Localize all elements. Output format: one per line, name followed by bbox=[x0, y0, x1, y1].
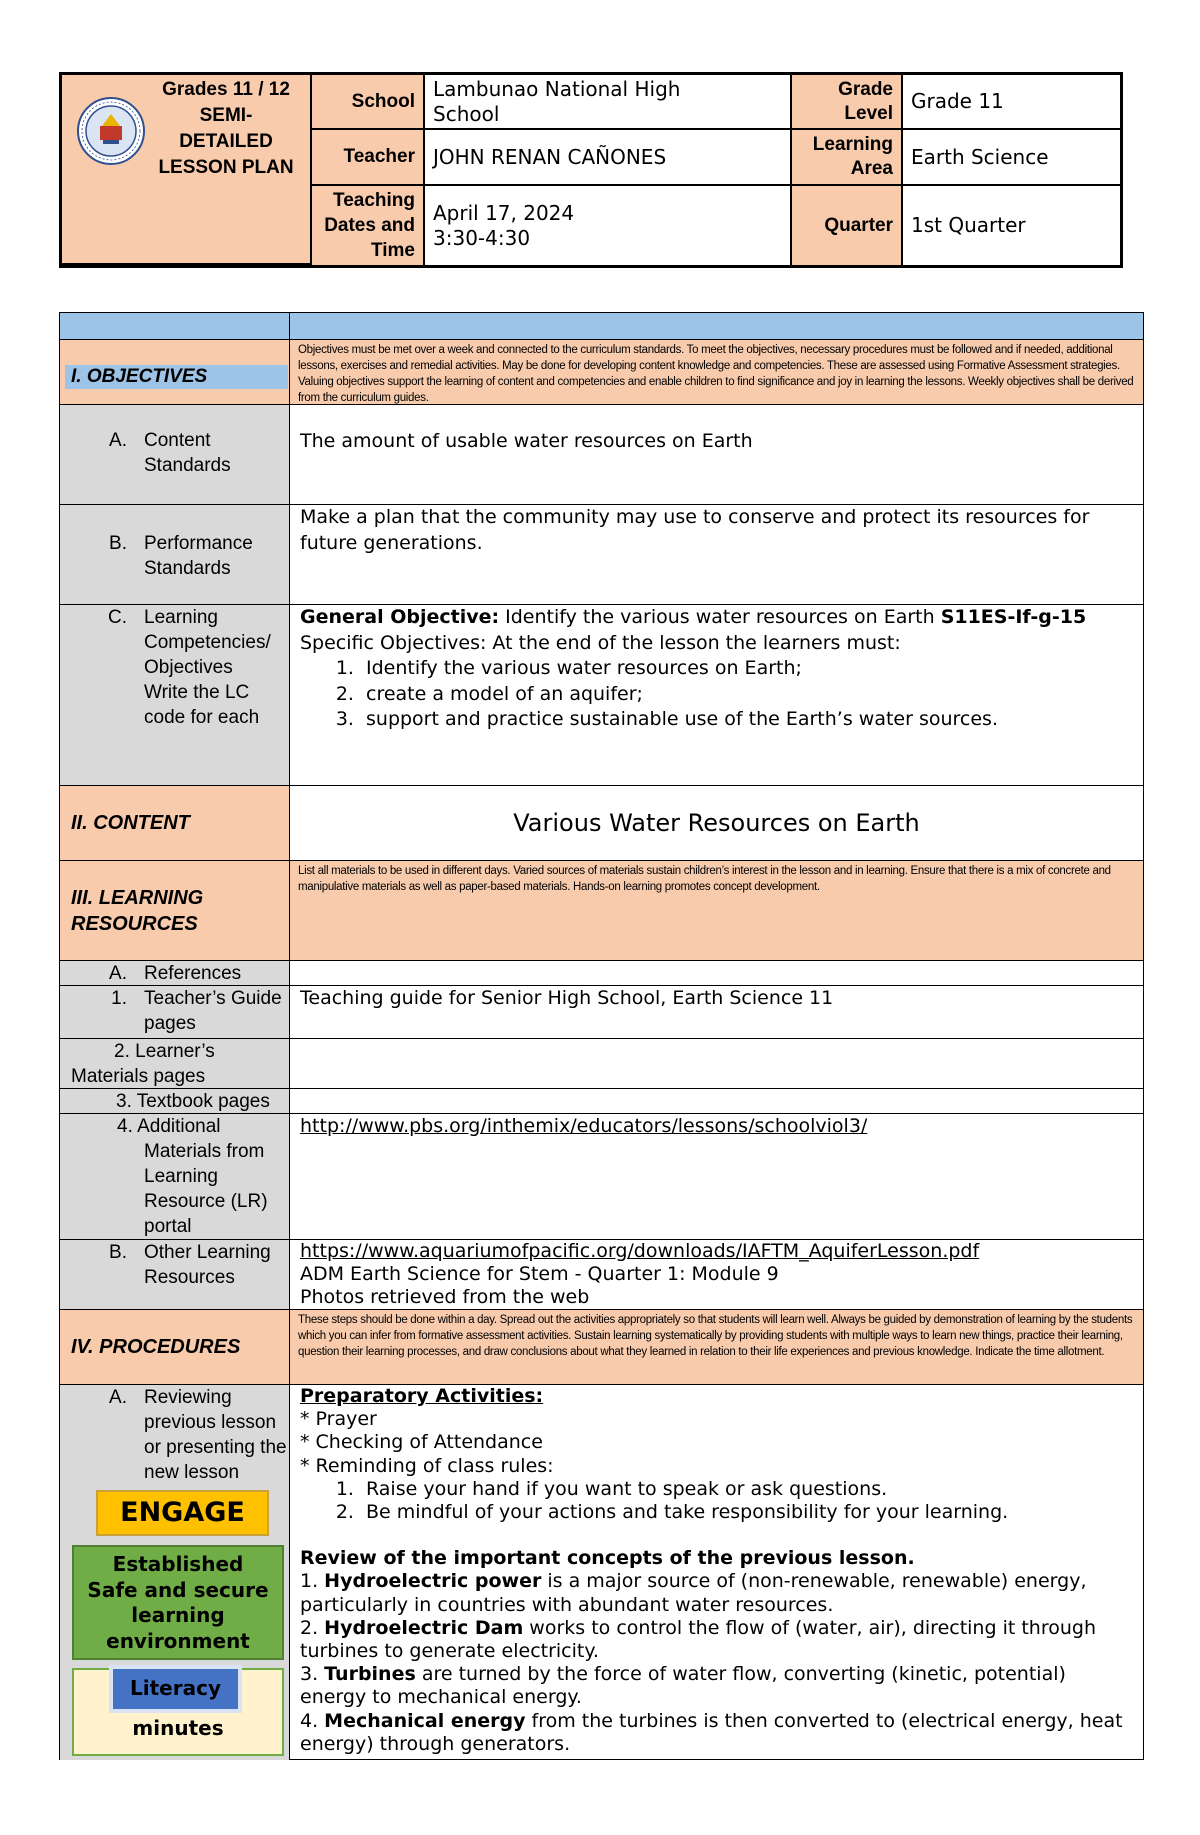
references-label: References bbox=[144, 963, 242, 984]
document-title: Grades 11 / 12 SEMI- DETAILED LESSON PLAN bbox=[158, 79, 294, 178]
list-item: 2. Be mindful of your actions and take responsibility for your learning. bbox=[360, 1501, 1133, 1524]
table-header-row bbox=[60, 313, 1143, 340]
content-heading: II. CONTENT bbox=[60, 786, 290, 860]
procedures-row bbox=[60, 1310, 1143, 1385]
content-standards-value: The amount of usable water resources on Earth bbox=[300, 430, 753, 452]
objectives-note: Objectives must be met over a week and connected to the curriculum standards. To meet the objectives, necessary procedures must be followed and if needed, additional lessons, exercises and remedial activities. May be done for developing content knowledge and competencies. These are assessed using Formative Assessment strategies. Valuing objectives support the learning of content and competencies and enable children to find significance and joy in learning the lessons. Weekly objectives shall be derived from the curriculum guides. bbox=[290, 340, 1143, 404]
list-item: 1. Raise your hand if you want to speak or ask questions. bbox=[360, 1478, 1133, 1501]
additional-materials-row bbox=[60, 1114, 1143, 1240]
list-item: 2. create a model of an aquifer; bbox=[360, 682, 1133, 708]
teacher-label: Teacher bbox=[312, 130, 425, 186]
teachers-guide-value: Teaching guide for Senior High School, Earth Science 11 bbox=[300, 987, 834, 1009]
learning-area-value: Earth Science bbox=[903, 130, 1120, 186]
learning-resources-row bbox=[60, 861, 1143, 961]
class-rules-list bbox=[300, 1478, 1133, 1524]
objectives-heading: I. OBJECTIVES bbox=[65, 365, 288, 389]
learners-materials-row bbox=[60, 1039, 1143, 1089]
school-label: School bbox=[312, 75, 425, 130]
deped-seal-icon bbox=[76, 96, 146, 166]
objectives-row bbox=[60, 340, 1143, 405]
references-row: A. References bbox=[60, 961, 1143, 986]
list-item: 1. Identify the various water resources on Earth; bbox=[360, 656, 1133, 682]
teaching-dates-label: Teaching Dates and Time bbox=[312, 186, 425, 265]
aquifer-lesson-link[interactable]: https://www.aquariumofpacific.org/downloads/IAFTM_AquiferLesson.pdf bbox=[300, 1240, 980, 1262]
review-item: 4. Mechanical energy from the turbines is then converted to (electrical energy, heat energy) through generators. bbox=[300, 1709, 1123, 1755]
additional-materials-label: 4. Additional Materials from Learning Resource (LR) portal bbox=[117, 1116, 268, 1237]
quarter-label: Quarter bbox=[792, 186, 903, 265]
safe-environment-tag: Established Safe and secure learning environment bbox=[72, 1545, 284, 1660]
grade-level-value: Grade 11 bbox=[903, 75, 1120, 130]
learning-competencies-row: C. Learning Competencies/ Objectives Write the LC code for each General Objective: Identify the various water resources on Earth S11ES-If-g-15 Specific Objectives: At the end of the lesson the learners must: 1. Identify the various water resources on Earth; 2. create a model of an aquifer; 3. support and practice sustainable use of the Earth’s water sources. bbox=[60, 605, 1143, 786]
engage-tag: ENGAGE bbox=[96, 1490, 269, 1536]
teacher-value: JOHN RENAN CAÑONES bbox=[425, 130, 792, 186]
preparatory-heading: Preparatory Activities: bbox=[300, 1385, 544, 1407]
content-row bbox=[60, 786, 1143, 861]
teachers-guide-row: 1. Teacher’s Guide pages Teaching guide for Senior High School, Earth Science 11 bbox=[60, 986, 1143, 1039]
teaching-dates-value: April 17, 2024 3:30-4:30 bbox=[425, 186, 792, 265]
performance-standards-row: B. Performance Standards Make a plan that the community may use to conserve and protect its resources for future generations. bbox=[60, 505, 1143, 605]
review-heading: Review of the important concepts of the previous lesson. bbox=[300, 1547, 915, 1570]
learning-competencies-label: Learning Competencies/ Objectives Write the LC code for each bbox=[144, 607, 271, 728]
review-item: 1. Hydroelectric power is a major source of (non-renewable, renewable) energy, particularly in countries with abundant water resources. bbox=[300, 1570, 1087, 1616]
general-objective: General Objective: Identify the various water resources on Earth S11ES-If-g-15 bbox=[300, 606, 1087, 628]
learning-resources-heading: III. LEARNING RESOURCES bbox=[60, 861, 290, 960]
learning-resources-note: List all materials to be used in different days. Varied sources of materials sustain children’s interest in the lesson and in learning. Ensure that there is a mix of concrete and manipulative materials as well as paper-based materials. Hands-on learning promotes concept development. bbox=[290, 861, 1143, 960]
procedures-note: These steps should be done within a day. Spread out the activities appropriately so that students will learn well. Always be guided by demonstration of learning by the students which you can infer from formative assessment activities. Sustain learning systematically by providing students with multiple ways to learn new things, practice their learning, question their learning processes, and draw conclusions about what they learned in relation to their life experiences and previous knowledge. Indicate the time allotment. bbox=[290, 1310, 1143, 1384]
other-resources-label: Other Learning Resources bbox=[144, 1242, 271, 1288]
textbook-pages-label: 3. Textbook pages bbox=[116, 1091, 270, 1112]
specific-objectives-list bbox=[300, 656, 1133, 733]
list-item: * Checking of Attendance bbox=[300, 1431, 543, 1454]
learning-competencies-value bbox=[290, 605, 1143, 785]
literacy-tag: Literacy bbox=[109, 1665, 242, 1713]
performance-standards-label: Performance Standards bbox=[144, 533, 253, 579]
learners-materials-label: 2. Learner’s Materials pages bbox=[71, 1041, 215, 1087]
additional-materials-link[interactable]: http://www.pbs.org/inthemix/educators/lessons/schoolviol3/ bbox=[300, 1115, 868, 1137]
quarter-value: 1st Quarter bbox=[911, 213, 1026, 237]
content-standards-label: Content Standards bbox=[144, 430, 231, 476]
lesson-plan-table bbox=[59, 312, 1144, 1760]
learning-area-label: Learning Area bbox=[792, 130, 903, 186]
lesson-plan-header bbox=[59, 72, 1123, 268]
specific-objectives-intro: Specific Objectives: At the end of the lesson the learners must: bbox=[300, 631, 901, 654]
review-item: 3. Turbines are turned by the force of water flow, converting (kinetic, potential) energy to mechanical energy. bbox=[300, 1663, 1066, 1709]
list-item: * Prayer bbox=[300, 1408, 377, 1431]
content-value: Various Water Resources on Earth bbox=[513, 809, 920, 837]
minutes-tag: minutes bbox=[72, 1668, 284, 1756]
grade-level-label: Grade Level bbox=[792, 75, 903, 130]
teachers-guide-label: Teacher’s Guide pages bbox=[144, 988, 282, 1034]
title-cell bbox=[62, 75, 312, 265]
photos-text: Photos retrieved from the web bbox=[300, 1286, 590, 1308]
reviewing-label: Reviewing previous lesson or presenting the new lesson bbox=[144, 1387, 287, 1483]
school-value: Lambunao National High School bbox=[425, 75, 792, 130]
content-standards-row: A. Content Standards The amount of usable water resources on Earth bbox=[60, 405, 1143, 505]
list-item: 3. support and practice sustainable use of the Earth’s water sources. bbox=[360, 707, 1133, 733]
textbook-pages-row bbox=[60, 1089, 1143, 1114]
reviewing-row: A. Reviewing previous lesson or presenting the new lesson ENGAGE Established Safe and secure learning environment minutes Literacy Preparatory Activities: * Prayer * Checking of Attendance * Reminding of class rules: 1. Raise your hand if you want to speak or ask questions. 2. Be mindful of your actions and take responsibility for your learning. Review of the important concepts of the previous lesson. 1. Hydroelectric power is a major source of (non-renewable, renewable) energy, particularly in countries with abundant water resources. 2. Hydroelectric Dam works to control the flow of (water, air), directing it through turbines to generate electricity. 3. Turbines are turned by the force of water flow, converting (kinetic, potential) energy to mechanical energy. 4. Mechanical energy from the turbines is then converted to (electrical energy, heat energy) through generators. bbox=[60, 1385, 1143, 1760]
procedures-heading: IV. PROCEDURES bbox=[60, 1310, 290, 1384]
other-resources-row: B. Other Learning Resources https://www.aquariumofpacific.org/downloads/IAFTM_AquiferLesson.pdf ADM Earth Science for Stem - Quarter 1: Module 9 Photos retrieved from the web bbox=[60, 1240, 1143, 1310]
performance-standards-value: Make a plan that the community may use to conserve and protect its resources for future generations. bbox=[300, 506, 1090, 554]
adm-module-text: ADM Earth Science for Stem - Quarter 1: Module 9 bbox=[300, 1263, 779, 1285]
list-item: * Reminding of class rules: bbox=[300, 1454, 554, 1477]
review-item: 2. Hydroelectric Dam works to control the flow of (water, air), directing it through turbines to generate electricity. bbox=[300, 1616, 1096, 1663]
